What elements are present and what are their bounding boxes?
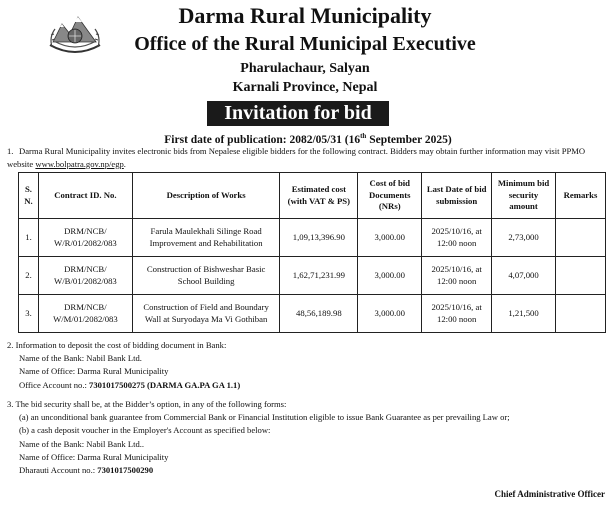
cell-estimated-cost: 1,09,13,396.90 bbox=[280, 219, 358, 257]
section-2-heading: 2. Information to deposit the cost of bidding document in Bank: bbox=[7, 340, 227, 350]
cell-doc-cost: 3,000.00 bbox=[358, 295, 422, 333]
section-3-account bbox=[7, 464, 612, 477]
header-bid-security: Minimum bid security amount bbox=[492, 173, 556, 219]
table-header-row bbox=[19, 173, 606, 219]
section-2-office: Name of Office: Darma Rural Municipality bbox=[19, 366, 169, 377]
section-2-account-label: Office Account no.: bbox=[19, 379, 90, 390]
location-line-2: Karnali Province, Nepal bbox=[232, 80, 378, 95]
municipality-name: Darma Rural Municipality bbox=[178, 3, 432, 28]
nepal-emblem-logo bbox=[46, 9, 104, 59]
cell-last-date: 2025/10/16, at 12:00 noon bbox=[422, 295, 492, 333]
cell-estimated-cost: 48,56,189.98 bbox=[280, 295, 358, 333]
notice-title-banner: Invitation for bid bbox=[207, 101, 389, 126]
cell-contract-id: DRM/NCB/ W/B/01/2082/083 bbox=[38, 257, 132, 295]
cell-contract-id: DRM/NCB/ W/R/01/2082/083 bbox=[38, 219, 132, 257]
intro-text-end: . bbox=[123, 158, 126, 169]
cell-doc-cost: 3,000.00 bbox=[358, 257, 422, 295]
section-3-option-b: (b) a cash deposit voucher in the Employer's Account as specified below: bbox=[19, 425, 271, 436]
cell-last-date: 2025/10/16, at 12:00 noon bbox=[422, 257, 492, 295]
section-3-bank: Name of the Bank: Nabil Bank Ltd.. bbox=[19, 438, 145, 449]
header-description: Description of Works bbox=[132, 173, 280, 219]
cell-bid-security: 4,07,000 bbox=[492, 257, 556, 295]
pub-date-prefix: First date of publication: 2082/05/31 (16 bbox=[164, 133, 361, 146]
intro-paragraph bbox=[7, 145, 607, 170]
location-line-1: Pharulachaur, Salyan bbox=[240, 61, 370, 76]
table-row bbox=[19, 295, 606, 333]
cell-contract-id: DRM/NCB/ W/M/01/2082/083 bbox=[38, 295, 132, 333]
pub-date-suffix: September 2025) bbox=[366, 133, 452, 146]
cell-description: Farula Maulekhali Silinge Road Improvement and Rehabilitation bbox=[132, 219, 280, 257]
intro-number: 1. bbox=[7, 146, 14, 156]
header-doc-cost: Cost of bid Documents (NRs) bbox=[358, 173, 422, 219]
intro-text: Darma Rural Municipality invites electronic bids from Nepalese eligible bidders for the following contract. Bidders may obtain further information may visit PPMO website bbox=[7, 146, 586, 169]
cell-sn: 1. bbox=[19, 219, 39, 257]
signature-title: Chief Administrative Officer bbox=[494, 489, 605, 499]
cell-bid-security: 1,21,500 bbox=[492, 295, 556, 333]
section-3-office: Name of Office: Darma Rural Municipality bbox=[19, 451, 169, 462]
section-3-account-value: 7301017500290 bbox=[97, 465, 154, 476]
header-last-date: Last Date of bid submission bbox=[422, 173, 492, 219]
cell-remarks bbox=[555, 295, 605, 333]
section-2-bank-info bbox=[7, 339, 612, 392]
cell-estimated-cost: 1,62,71,231.99 bbox=[280, 257, 358, 295]
header-remarks: Remarks bbox=[555, 173, 605, 219]
office-name: Office of the Rural Municipal Executive bbox=[134, 33, 476, 55]
bid-table bbox=[18, 172, 606, 333]
cell-bid-security: 2,73,000 bbox=[492, 219, 556, 257]
table-row bbox=[19, 257, 606, 295]
section-2-bank: Name of the Bank: Nabil Bank Ltd. bbox=[19, 353, 142, 364]
cell-doc-cost: 3,000.00 bbox=[358, 219, 422, 257]
cell-last-date: 2025/10/16, at 12:00 noon bbox=[422, 219, 492, 257]
ppmo-link[interactable]: www.bolpatra.gov.np/egp bbox=[35, 158, 124, 169]
header-sn: S. N. bbox=[19, 173, 39, 219]
table-row bbox=[19, 219, 606, 257]
section-3-heading: 3. The bid security shall be, at the Bidder’s option, in any of the following forms: bbox=[7, 399, 287, 409]
cell-description: Construction of Field and Boundary Wall at Suryodaya Ma Vi Gothiban bbox=[132, 295, 280, 333]
cell-remarks bbox=[555, 219, 605, 257]
header-estimated-cost: Estimated cost (with VAT & PS) bbox=[280, 173, 358, 219]
cell-description: Construction of Bishweshar Basic School Building bbox=[132, 257, 280, 295]
header-contract-id: Contract ID. No. bbox=[38, 173, 132, 219]
section-2-account-value: 7301017500275 (DARMA GA.PA GA 1.1) bbox=[89, 379, 241, 390]
cell-sn: 3. bbox=[19, 295, 39, 333]
section-3-option-a: (a) an unconditional bank guarantee from Commercial Bank or Financial Institution eligible to issue Bank Guarantee as per prevailing Law or; bbox=[19, 412, 510, 423]
section-3-bid-security bbox=[7, 398, 612, 477]
pub-date-sup: th bbox=[360, 132, 367, 140]
section-3-account-label: Dharauti Account no.: bbox=[19, 465, 98, 476]
cell-remarks bbox=[555, 257, 605, 295]
section-2-account bbox=[7, 379, 612, 392]
cell-sn: 2. bbox=[19, 257, 39, 295]
